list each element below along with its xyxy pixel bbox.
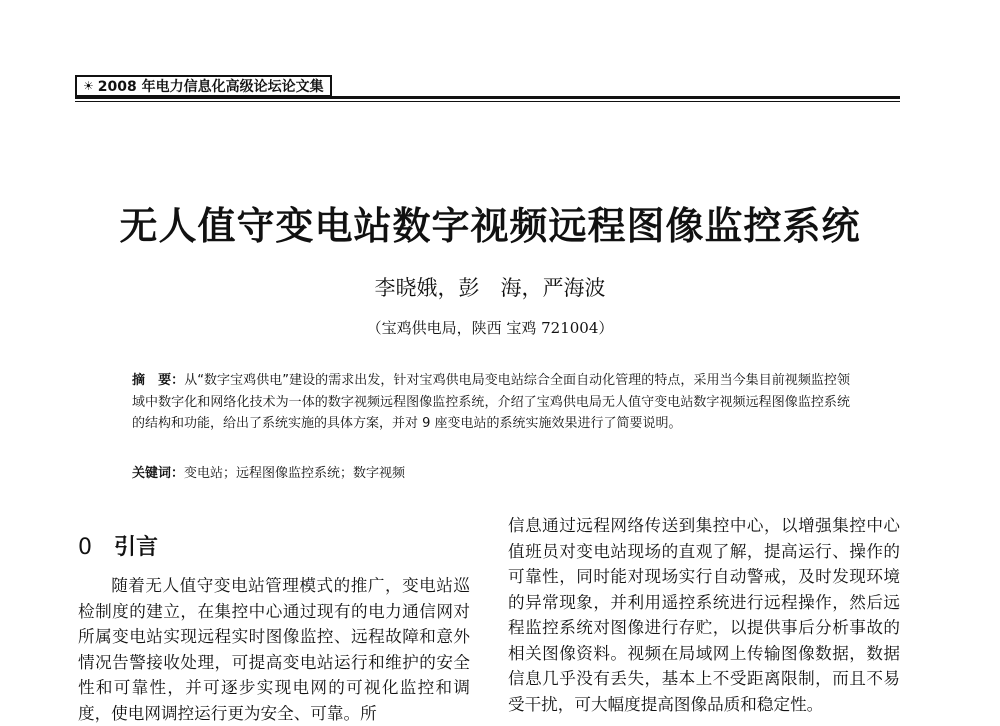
lightning-logo-icon: ☀ <box>83 79 94 93</box>
paper-authors: 李晓娥，彭 海，严海波 <box>374 276 606 300</box>
paper-title: 无人值守变电站数字视频远程图像监控系统 <box>119 203 861 248</box>
abstract <box>132 370 850 435</box>
abstract-label: 摘 要： <box>132 373 185 388</box>
section-title: 引言 <box>114 535 159 560</box>
header-rule-thin <box>75 101 900 102</box>
proceedings-header <box>75 75 332 97</box>
section-heading <box>78 530 158 561</box>
body-left-column: 随着无人值守变电站管理模式的推广，变电站巡检制度的建立，在集控中心通过现有的电力通信网对所属变电站实现远程实时图像监控、远程故障和意外情况告警接收处理，可提高变电站运行和维护的安全性和可靠性，并可逐步实现电网的可视化监控和调度，使电网调控运行更为安全、可靠。所 <box>78 576 470 723</box>
keywords <box>132 464 850 484</box>
body-right-column: 信息通过远程网络传送到集控中心，以增强集控中心值班员对变电站现场的直观了解，提高运行、操作的可靠性，同时能对现场实行自动警戒，及时发现环境的异常现象，并利用遥控系统进行远程操作，然后远程监控系统对图像进行存贮，以提供事后分析事故的相关图像资料。视频在局域网上传输图像数据，数据信息几乎没有丢失，基本上不受距离限制，而且不易受干扰，可大幅度提高图像品质和稳定性。 <box>508 516 900 714</box>
section-number: 0 <box>78 535 92 560</box>
abstract-text: 从“数字宝鸡供电”建设的需求出发，针对宝鸡供电局变电站综合全面自动化管理的特点，采用当今集目前视频监控领域中数字化和网络化技术为一体的数字视频远程图像监控系统，介绍了宝鸡供电局无人值守变电站数字视频远程图像监控系统的结构和功能，给出了系统实施的具体方案，并对 9 座变电站的系统实施效果进行了简要说明。 <box>132 373 850 431</box>
header-rule-thick <box>75 96 900 99</box>
keywords-text: 变电站；远程图像监控系统；数字视频 <box>184 466 406 481</box>
proceedings-title: 2008 年电力信息化高级论坛论文集 <box>97 79 324 95</box>
paper-affiliation: （宝鸡供电局，陕西 宝鸡 721004） <box>366 319 614 337</box>
keywords-label: 关键词： <box>132 466 185 481</box>
